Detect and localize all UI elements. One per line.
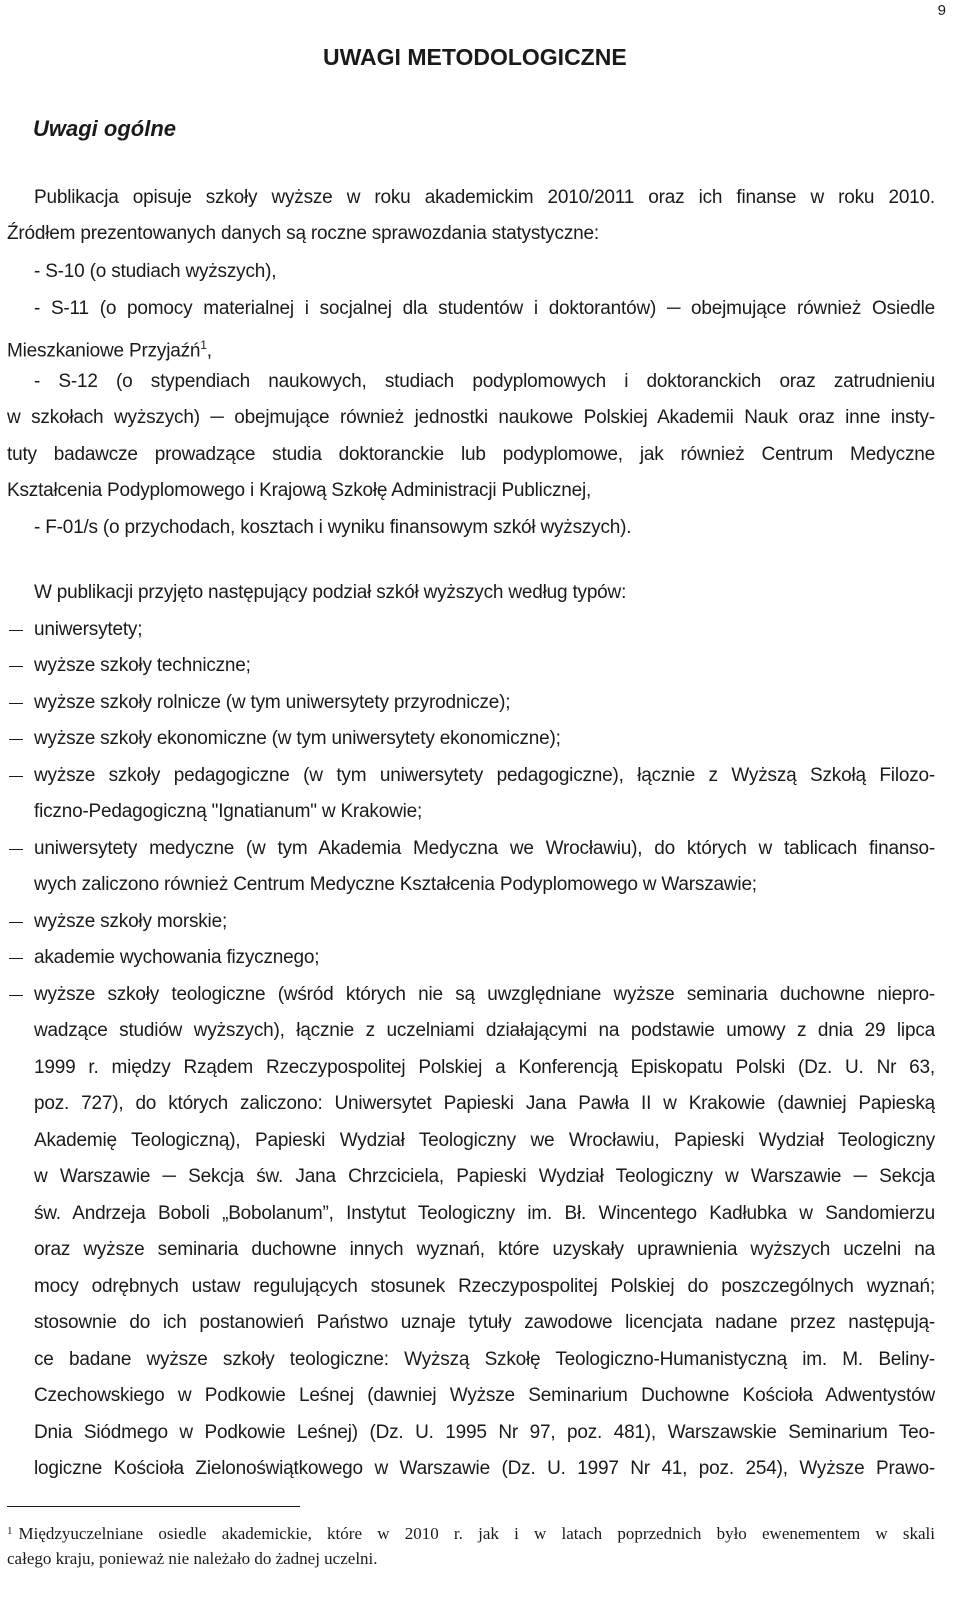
- list-item: uniwersytety medyczne (w tym Akademia Medyczna we Wrocławiu), do których w tablicach finanso-: [34, 838, 935, 859]
- list-item: wyższe szkoły morskie;: [34, 911, 228, 932]
- list-item-continuation: wadzące studiów wyższych), łącznie z uczelniami działającymi na podstawie umowy z dnia 29 lipca: [34, 1020, 935, 1041]
- list-item: uniwersytety;: [34, 619, 143, 640]
- list-dash: [9, 776, 23, 777]
- list-item-continuation: Akademię Teologiczną), Papieski Wydział Teologiczny we Wrocławiu, Papieski Wydział Teologiczny: [34, 1130, 935, 1151]
- list-item-continuation: ce badane wyższe szkoły teologiczne: Wyższą Szkołę Teologiczno-Humanistyczną im. M. Beliny-: [34, 1349, 935, 1370]
- list-dash: [9, 995, 23, 996]
- list-item: wyższe szkoły rolnicze (w tym uniwersytety przyrodnicze);: [34, 692, 511, 713]
- intro-line: Kształcenia Podyplomowego i Krajową Szkołę Administracji Publicznej,: [7, 480, 592, 501]
- list-item-continuation: w Warszawie ─ Sekcja św. Jana Chrzciciela, Papieski Wydział Teologiczny w Warszawie ─ Sekcja: [34, 1166, 935, 1187]
- list-item: wyższe szkoły teologiczne (wśród których nie są uwzględniane wyższe seminaria duchowne niepro-: [34, 984, 935, 1005]
- list-item-continuation: oraz wyższe seminaria duchowne innych wyznań, które uzyskały uprawnienia wyższych uczelni na: [34, 1239, 935, 1260]
- footnote-reference-suffix: ,: [206, 340, 212, 362]
- list-item-continuation: mocy odrębnych ustaw regulujących stosunek Rzeczypospolitej Polskiej do poszczególnych wyznań;: [34, 1276, 935, 1297]
- footnote-reference: 1: [200, 338, 207, 352]
- intro-line: w szkołach wyższych) ─ obejmujące również jednostki naukowe Polskiej Akademii Nauk oraz inne insty-: [7, 407, 935, 428]
- intro-line: - S-10 (o studiach wyższych),: [34, 261, 277, 282]
- footnote-text: Międzyuczelniane osiedle akademickie, które w 2010 r. jak i w latach poprzednich było ewenementem w skali: [18, 1524, 935, 1543]
- list-item-continuation: poz. 727), do których zaliczono: Uniwersytet Papieski Jana Pawła II w Krakowie (dawniej Papieską: [34, 1093, 935, 1114]
- list-item: wyższe szkoły pedagogiczne (w tym uniwersytety pedagogiczne), łącznie z Wyższą Szkołą Filozo-: [34, 765, 935, 786]
- intro-line-text: Mieszkaniowe Przyjaźń: [7, 340, 201, 362]
- division-intro: W publikacji przyjęto następujący podział szkół wyższych według typów:: [34, 582, 627, 603]
- list-item: wyższe szkoły techniczne;: [34, 655, 251, 676]
- page-number: 9: [937, 2, 946, 19]
- list-dash: [9, 666, 23, 667]
- list-item: akademie wychowania fizycznego;: [34, 947, 320, 968]
- intro-line: Źródłem prezentowanych danych są roczne sprawozdania statystyczne:: [7, 223, 599, 244]
- list-item-continuation: logiczne Kościoła Zielonoświątkowego w Warszawie (Dz. U. 1997 Nr 41, poz. 254), Wyższe Prawo-: [34, 1458, 935, 1479]
- footnote-continuation: całego kraju, ponieważ nie należało do żadnej uczelni.: [7, 1549, 378, 1568]
- intro-line: - S-12 (o stypendiach naukowych, studiach podyplomowych i doktoranckich oraz zatrudnieniu: [34, 371, 935, 392]
- intro-line-with-footnote: [7, 333, 935, 362]
- list-dash: [9, 922, 23, 923]
- list-item-continuation: wych zaliczono również Centrum Medyczne Kształcenia Podyplomowego w Warszawie;: [34, 874, 757, 895]
- footnote-rule: [7, 1506, 300, 1507]
- footnote: [7, 1523, 935, 1545]
- list-item: wyższe szkoły ekonomiczne (w tym uniwersytety ekonomiczne);: [34, 728, 561, 749]
- list-dash: [9, 739, 23, 740]
- list-dash: [9, 630, 23, 631]
- list-dash: [9, 958, 23, 959]
- list-item-continuation: stosownie do ich postanowień Państwo uznaje tytuły zawodowe licencjata nadane przez następują-: [34, 1312, 935, 1333]
- intro-line: Publikacja opisuje szkoły wyższe w roku akademickim 2010/2011 oraz ich finanse w roku 2010.: [34, 187, 935, 208]
- intro-line: tuty badawcze prowadzące studia doktoranckie lub podyplomowe, jak również Centrum Medyczne: [7, 444, 935, 465]
- list-dash: [9, 849, 23, 850]
- list-item-continuation: ficzno-Pedagogiczną "Ignatianum" w Krakowie;: [34, 801, 423, 822]
- list-item-continuation: 1999 r. między Rządem Rzeczypospolitej Polskiej a Konferencją Episkopatu Polski (Dz. U. Nr 63,: [34, 1057, 935, 1078]
- list-item-continuation: św. Andrzeja Boboli „Bobolanum”, Instytut Teologiczny im. Bł. Wincentego Kadłubka w Sandomierzu: [34, 1203, 935, 1224]
- list-item-continuation: Dnia Siódmego w Podkowie Leśnej) (Dz. U. 1995 Nr 97, poz. 481), Warszawskie Seminarium Teo-: [34, 1422, 935, 1443]
- list-item-continuation: Czechowskiego w Podkowie Leśnej (dawniej Wyższe Seminarium Duchowne Kościoła Adwentystów: [34, 1385, 935, 1406]
- page-title: UWAGI METODOLOGICZNE: [323, 44, 627, 70]
- list-dash: [9, 703, 23, 704]
- footnote-number: 1: [7, 1525, 13, 1537]
- section-heading: Uwagi ogólne: [33, 116, 176, 141]
- intro-line: - S-11 (o pomocy materialnej i socjalnej dla studentów i doktorantów) ─ obejmujące również Osiedle: [34, 298, 935, 319]
- intro-line: - F-01/s (o przychodach, kosztach i wyniku finansowym szkół wyższych).: [34, 517, 632, 538]
